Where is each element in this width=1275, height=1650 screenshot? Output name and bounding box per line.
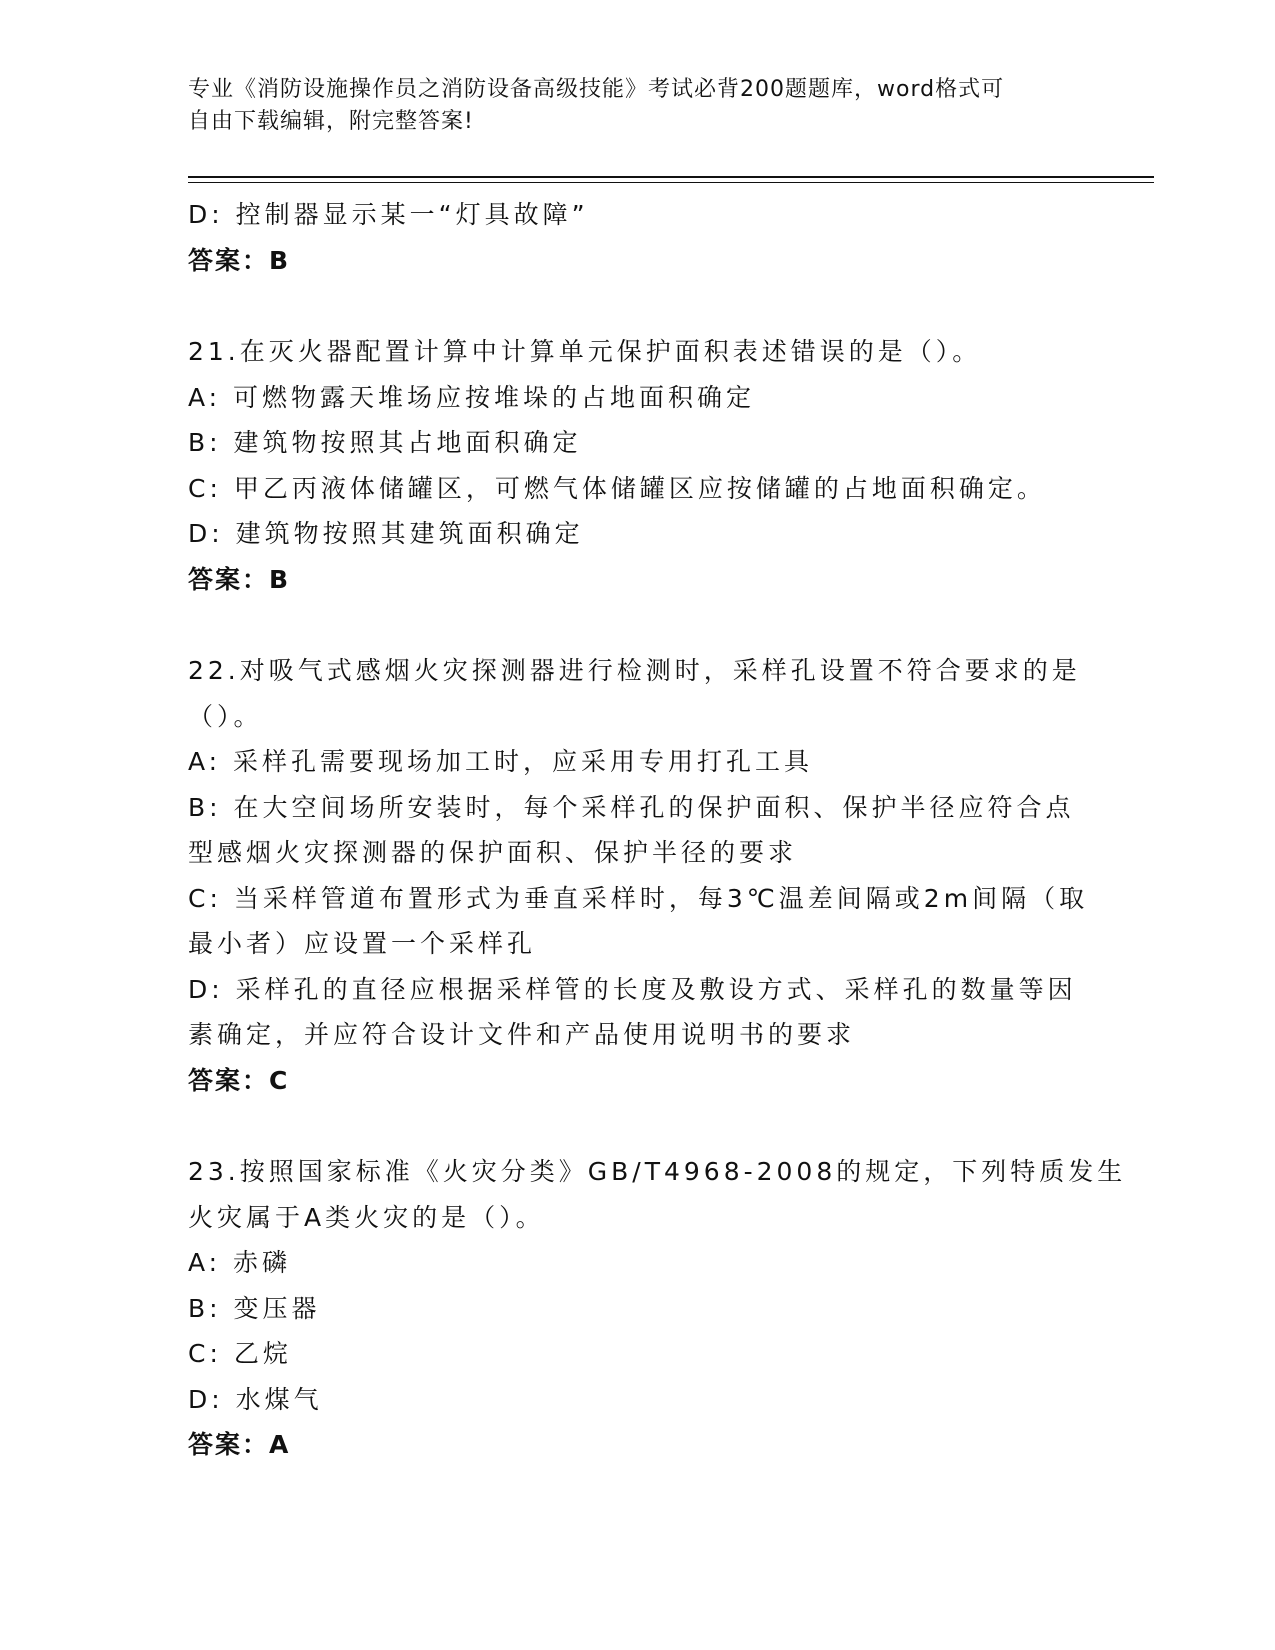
- question-stem: 21.在灭火器配置计算中计算单元保护面积表述错误的是（）。: [188, 337, 982, 366]
- option-d-line-2: 素确定，并应符合设计文件和产品使用说明书的要求: [188, 1020, 856, 1049]
- question-23: [188, 1149, 1127, 1468]
- header-divider-thin: [188, 182, 1154, 183]
- question-list: [188, 192, 1127, 1468]
- option-a: A: 采样孔需要现场加工时，应采用专用打孔工具: [188, 747, 814, 776]
- question-stem-line-1: 22.对吸气式感烟火灾探测器进行检测时，采样孔设置不符合要求的是: [188, 656, 1081, 685]
- option-b-line-2: 型感烟火灾探测器的保护面积、保护半径的要求: [188, 838, 798, 867]
- option-c: C: 甲乙丙液体储罐区，可燃气体储罐区应按储罐的占地面积确定。: [188, 473, 1046, 503]
- option-c-line-1: C: 当采样管道布置形式为垂直采样时，每3℃温差间隔或2m间隔（取: [188, 883, 1089, 913]
- header-divider-thick: [188, 176, 1154, 178]
- question-stem-line-2: （）。: [188, 701, 263, 731]
- question-21: [188, 329, 1088, 602]
- header-line-1: 专业《消防设施操作员之消防设备高级技能》考试必背200题题库，word格式可: [188, 77, 1005, 102]
- option-c-line-2: 最小者）应设置一个采样孔: [188, 929, 537, 958]
- answer-line: 答案：B: [188, 245, 291, 275]
- question-stem-line-2: 火灾属于A类火灾的是（）。: [188, 1202, 545, 1232]
- option-d-line-1: D: 采样孔的直径应根据采样管的长度及敷设方式、采样孔的数量等因: [188, 974, 1077, 1004]
- answer-line: 答案：C: [188, 1065, 290, 1095]
- option-d: D: 水煤气: [188, 1384, 323, 1414]
- header-line-2: 自由下载编辑，附完整答案!: [188, 109, 474, 134]
- question-stem-line-1: 23.按照国家标准《火灾分类》GB/T4968-2008的规定，下列特质发生: [188, 1157, 1127, 1186]
- question-22: [188, 648, 1088, 1103]
- option-b-line-1: B: 在大空间场所安装时，每个采样孔的保护面积、保护半径应符合点: [188, 792, 1075, 822]
- answer-line: 答案：A: [188, 1430, 291, 1459]
- answer-line: 答案：B: [188, 564, 291, 594]
- option-c: C: 乙烷: [188, 1339, 292, 1368]
- option-b: B: 变压器: [188, 1293, 321, 1323]
- previous-question-tail: [188, 192, 1088, 283]
- option-d: D: 控制器显示某一“灯具故障”: [188, 200, 589, 229]
- option-b: B: 建筑物按照其占地面积确定: [188, 428, 582, 457]
- option-a: A: 赤磷: [188, 1248, 292, 1277]
- document-header: [188, 74, 1088, 138]
- option-d: D: 建筑物按照其建筑面积确定: [188, 519, 584, 548]
- option-a: A: 可燃物露天堆场应按堆垛的占地面积确定: [188, 382, 756, 412]
